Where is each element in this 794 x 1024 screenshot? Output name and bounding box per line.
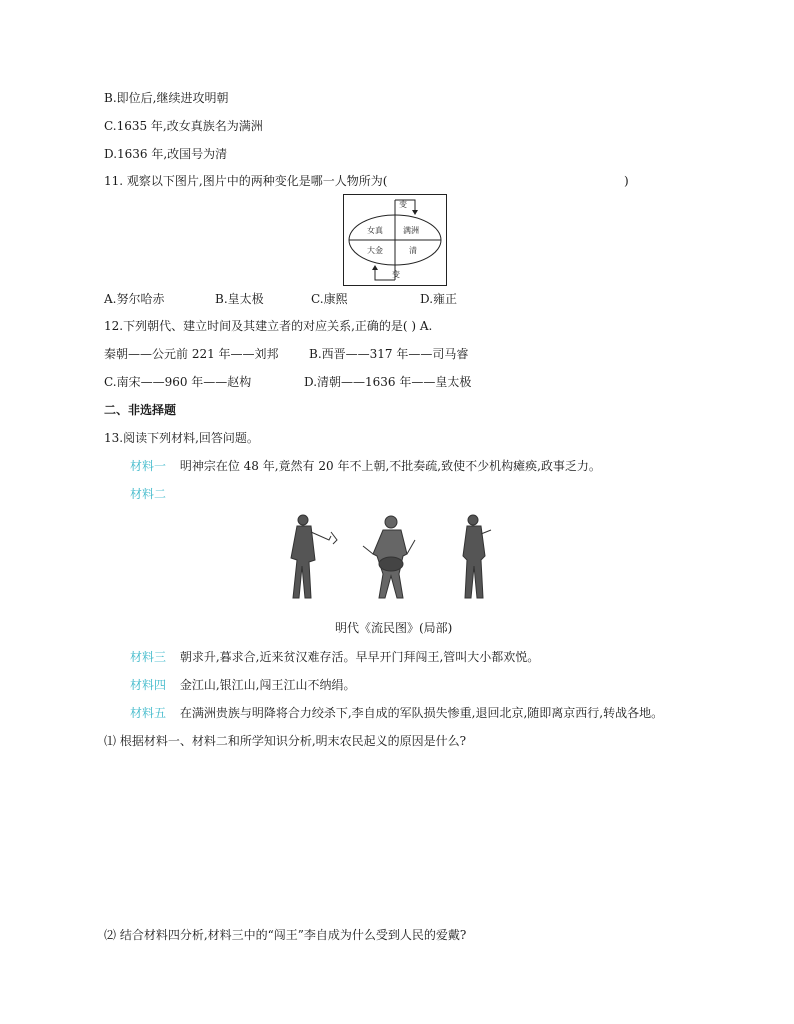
diagram-cell-manzhou: 满洲 [403, 226, 419, 235]
figures-svg [285, 510, 515, 610]
figure-right [463, 515, 491, 598]
q11-option-d: D.雍正 [420, 292, 458, 306]
material-2 [130, 486, 166, 502]
q10-option-d: D.1636 年,改国号为清 [104, 147, 228, 161]
q12-stem: 12.下列朝代、建立时间及其建立者的对应关系,正确的是( ) A. [104, 319, 433, 333]
diagram-cell-qing: 清 [409, 246, 417, 255]
figure-caption: 明代《流民图》(局部) [335, 621, 453, 635]
material-4 [130, 677, 355, 693]
q12-option-c: C.南宋——960 年——赵构 [104, 375, 252, 389]
material-3-label: 材料三 [130, 650, 167, 664]
diagram-top-label: 变 [399, 200, 407, 209]
q12-option-a: 秦朝——公元前 221 年——刘邦 [104, 347, 279, 361]
material-5-label: 材料五 [130, 706, 167, 720]
sub-question-1: ⑴ 根据材料一、材料二和所学知识分析,明末农民起义的原因是什么? [104, 734, 467, 748]
material-4-label: 材料四 [130, 678, 167, 692]
diagram-cell-nuzhen: 女真 [367, 226, 383, 235]
q11-option-b: B.皇太极 [215, 292, 264, 306]
material-1-text: 明神宗在位 48 年,竟然有 20 年不上朝,不批奏疏,致使不少机构瘫痪,政事乏力。 [179, 459, 601, 473]
figure-left [291, 515, 337, 598]
q10-option-c: C.1635 年,改女真族名为满洲 [104, 119, 263, 133]
q11-change-diagram [343, 194, 447, 286]
q12-option-d: D.清朝——1636 年——皇太极 [304, 375, 472, 389]
material-5 [130, 705, 663, 721]
section-heading: 二、非选择题 [104, 403, 177, 417]
material-4-text: 金江山,银江山,闯王江山不纳绢。 [179, 678, 356, 692]
figure-middle [363, 516, 415, 598]
q11-close-paren: ) [624, 174, 629, 188]
diagram-bottom-label: 变 [392, 270, 400, 279]
q11-stem: 11. 观察以下图片,图片中的两种变化是哪一人物所为( [104, 174, 388, 188]
liumin-tu-image [285, 510, 515, 610]
sub-question-2: ⑵ 结合材料四分析,材料三中的“闯王”李自成为什么受到人民的爱戴? [104, 928, 467, 942]
q13-stem: 13.阅读下列材料,回答问题。 [104, 431, 259, 445]
diagram-cell-dajin: 大金 [367, 246, 383, 255]
q10-option-b: B.即位后,继续进攻明朝 [104, 91, 229, 105]
q12-option-b: B.西晋——317 年——司马睿 [309, 347, 469, 361]
q11-option-c: C.康熙 [311, 292, 348, 306]
material-3 [130, 649, 539, 665]
material-2-label: 材料二 [130, 487, 167, 501]
q11-option-a: A.努尔哈赤 [104, 292, 165, 306]
material-3-text: 朝求升,暮求合,近来贫汉难存活。早早开门拜闯王,管叫大小都欢悦。 [179, 650, 540, 664]
material-1 [130, 458, 601, 474]
material-1-label: 材料一 [130, 459, 167, 473]
material-5-text: 在满洲贵族与明降将合力绞杀下,李自成的军队损失惨重,退回北京,随即离京西行,转战各地。 [179, 706, 664, 720]
